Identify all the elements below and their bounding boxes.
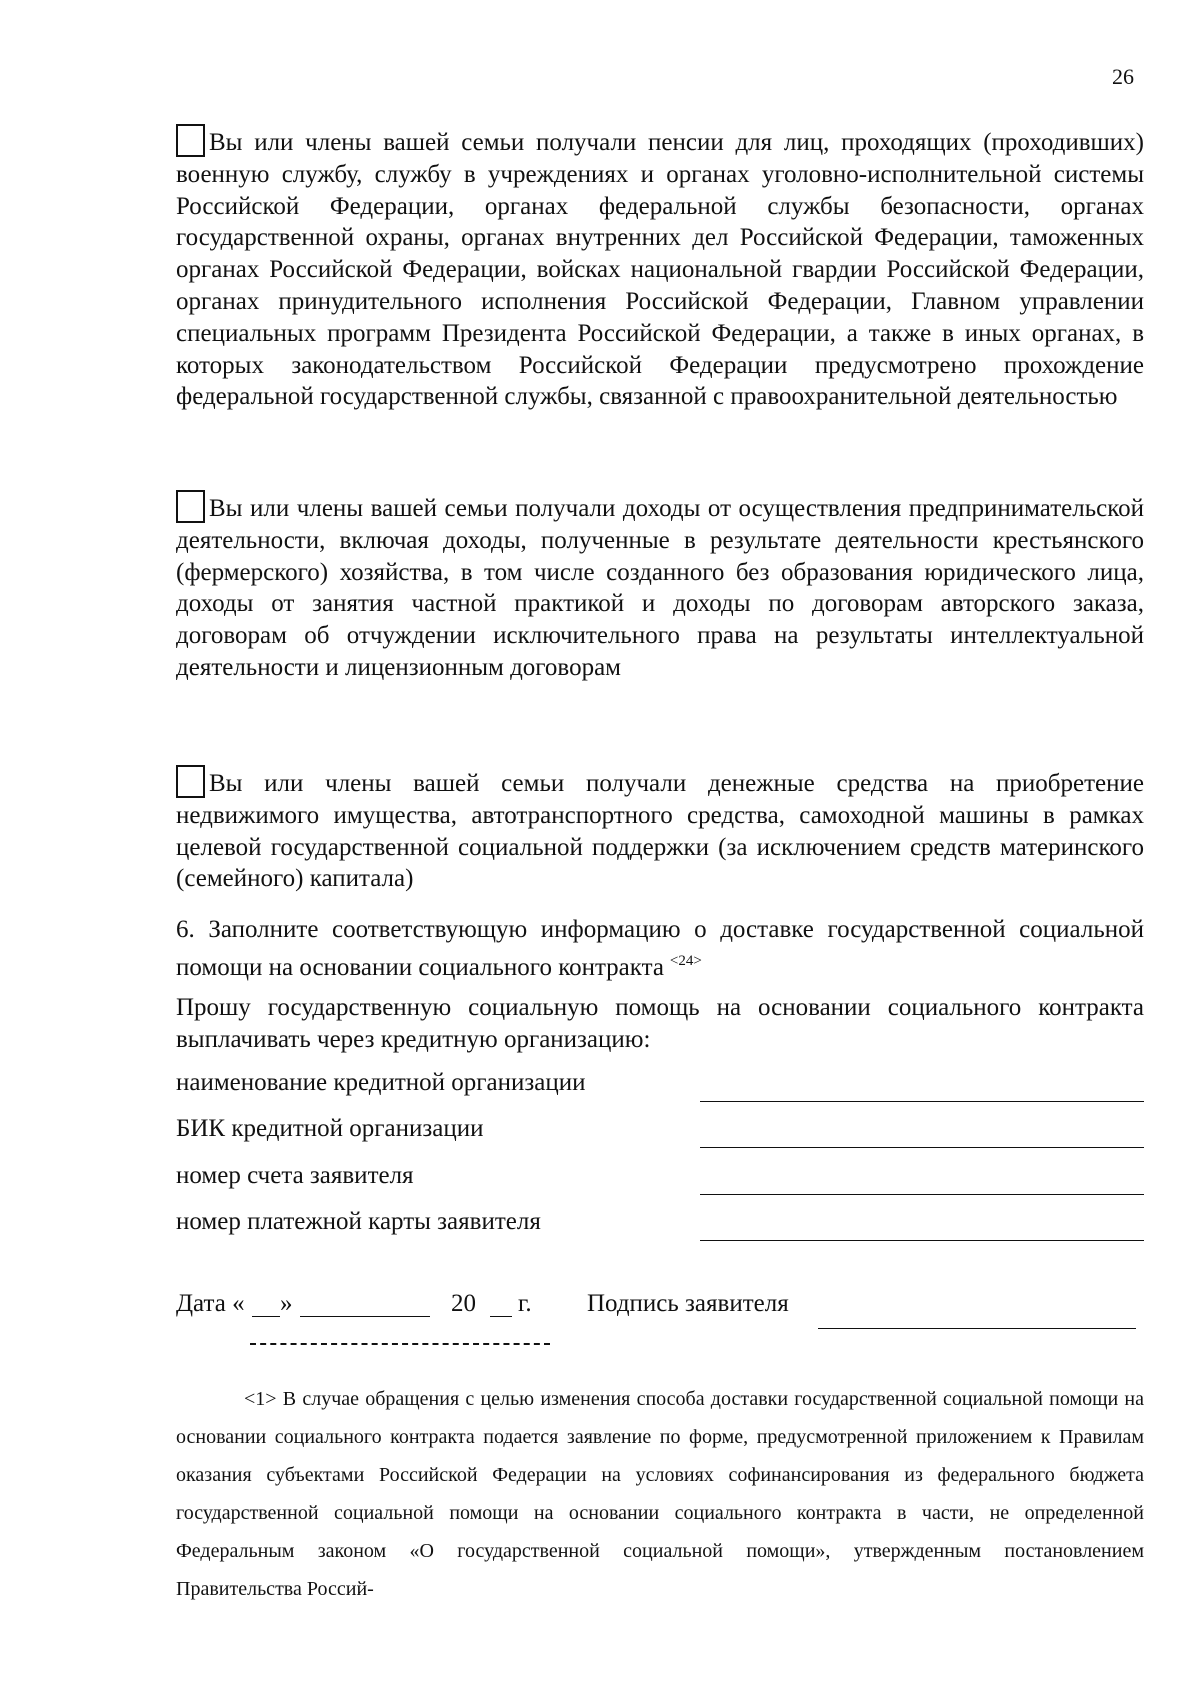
card-input[interactable] <box>700 1208 1144 1242</box>
bik-label: БИК кредитной организации <box>176 1115 484 1142</box>
business-income-checkbox[interactable] <box>176 490 205 523</box>
year-suffix: г. <box>518 1290 532 1317</box>
question-military-pensions <box>176 124 1144 413</box>
military-pensions-checkbox[interactable] <box>176 124 205 157</box>
targeted-support-text: Вы или члены вашей семьи получали денежные средства на приобретение недвижимого имущества, автотранспортного средства, самоходной машины в рамках целевой государственной социальной поддержки (за исключением средств материнского (семейного) капитала) <box>176 770 1144 893</box>
bank-name-label: наименование кредитной организации <box>176 1069 586 1096</box>
targeted-support-checkbox[interactable] <box>176 765 205 798</box>
month-field[interactable] <box>300 1290 430 1317</box>
bank-name-row <box>176 1069 1144 1105</box>
footnote-1-text: <1> В случае обращения с целью изменения способа доставки государственной социальной помощи на основании социального контракта подается заявление по форме, предусмотренной приложением к Правилам оказания субъектами Российской Федерации на условиях софинансирования из федерального бюджета государственной социальной помощи на основании социального контракта в части, не определенной Федеральным законом «О государственной социальной помощи», утвержденным постановлением Правительства Россий- <box>176 1388 1144 1600</box>
signature-field[interactable] <box>818 1328 1136 1329</box>
business-income-text: Вы или члены вашей семьи получали доходы от осуществления предпринимательской деятельности, включая доходы, полученные в результате деятельности крестьянского (фермерского) хозяйства, в том числе созданного без образования юридического лица, доходы от занятия частной практикой и доходы по договорам авторского заказа, договорам об отчуждении исключительного права на результаты интеллектуальной деятельности и лицензионным договорам <box>176 495 1144 681</box>
bik-input[interactable] <box>700 1115 1144 1149</box>
military-pensions-text: Вы или члены вашей семьи получали пенсии для лиц, проходящих (проходивших) военную службу, службу в учреждениях и органах уголовно-исполнительной системы Российской Федерации, органах федеральной службы безопасности, органах государственной охраны, органах внутренних дел Российской Федерации, таможенных органах Российской Федерации, войсках национальной гвардии Российской Федерации, органах принудительного исполнения Российской Федерации, Главном управлении специальных программ Президента Российской Федерации, а также в иных органах, в которых законодательством Российской Федерации предусмотрено прохождение федеральной государственной службы, связанной с правоохранительной деятельностью <box>176 129 1144 411</box>
bank-name-underline <box>700 1101 1144 1102</box>
section-6-text: 6. Заполните соответствующую информацию о доставке государственной социальной помощи на основании социального контракта <box>176 916 1144 981</box>
footnote-divider <box>250 1343 550 1345</box>
account-row <box>176 1162 1144 1198</box>
year-field[interactable] <box>490 1290 512 1317</box>
signature-label: Подпись заявителя <box>587 1290 789 1317</box>
account-underline <box>700 1194 1144 1195</box>
bank-name-input[interactable] <box>700 1069 1144 1103</box>
day-field[interactable] <box>252 1290 280 1317</box>
account-input[interactable] <box>700 1162 1144 1196</box>
question-targeted-support <box>176 765 1144 895</box>
section-6 <box>176 914 1144 984</box>
card-row <box>176 1208 1144 1244</box>
bik-row <box>176 1115 1144 1151</box>
footnote-1 <box>176 1380 1144 1608</box>
year-prefix: 20 <box>451 1290 476 1317</box>
bik-underline <box>700 1147 1144 1148</box>
date-signature-line <box>176 1290 1144 1330</box>
page-number: 26 <box>1112 64 1134 89</box>
payment-request <box>176 992 1144 1056</box>
date-label: Дата « <box>176 1290 245 1317</box>
question-business-income <box>176 490 1144 684</box>
account-label: номер счета заявителя <box>176 1162 414 1189</box>
card-underline <box>700 1240 1144 1241</box>
payment-request-text: Прошу государственную социальную помощь на основании социального контракта выплачивать через кредитную организацию: <box>176 994 1144 1053</box>
card-label: номер платежной карты заявителя <box>176 1208 541 1235</box>
day-close-quote: » <box>280 1290 293 1317</box>
footnote-ref-24[interactable]: <24> <box>669 952 702 969</box>
